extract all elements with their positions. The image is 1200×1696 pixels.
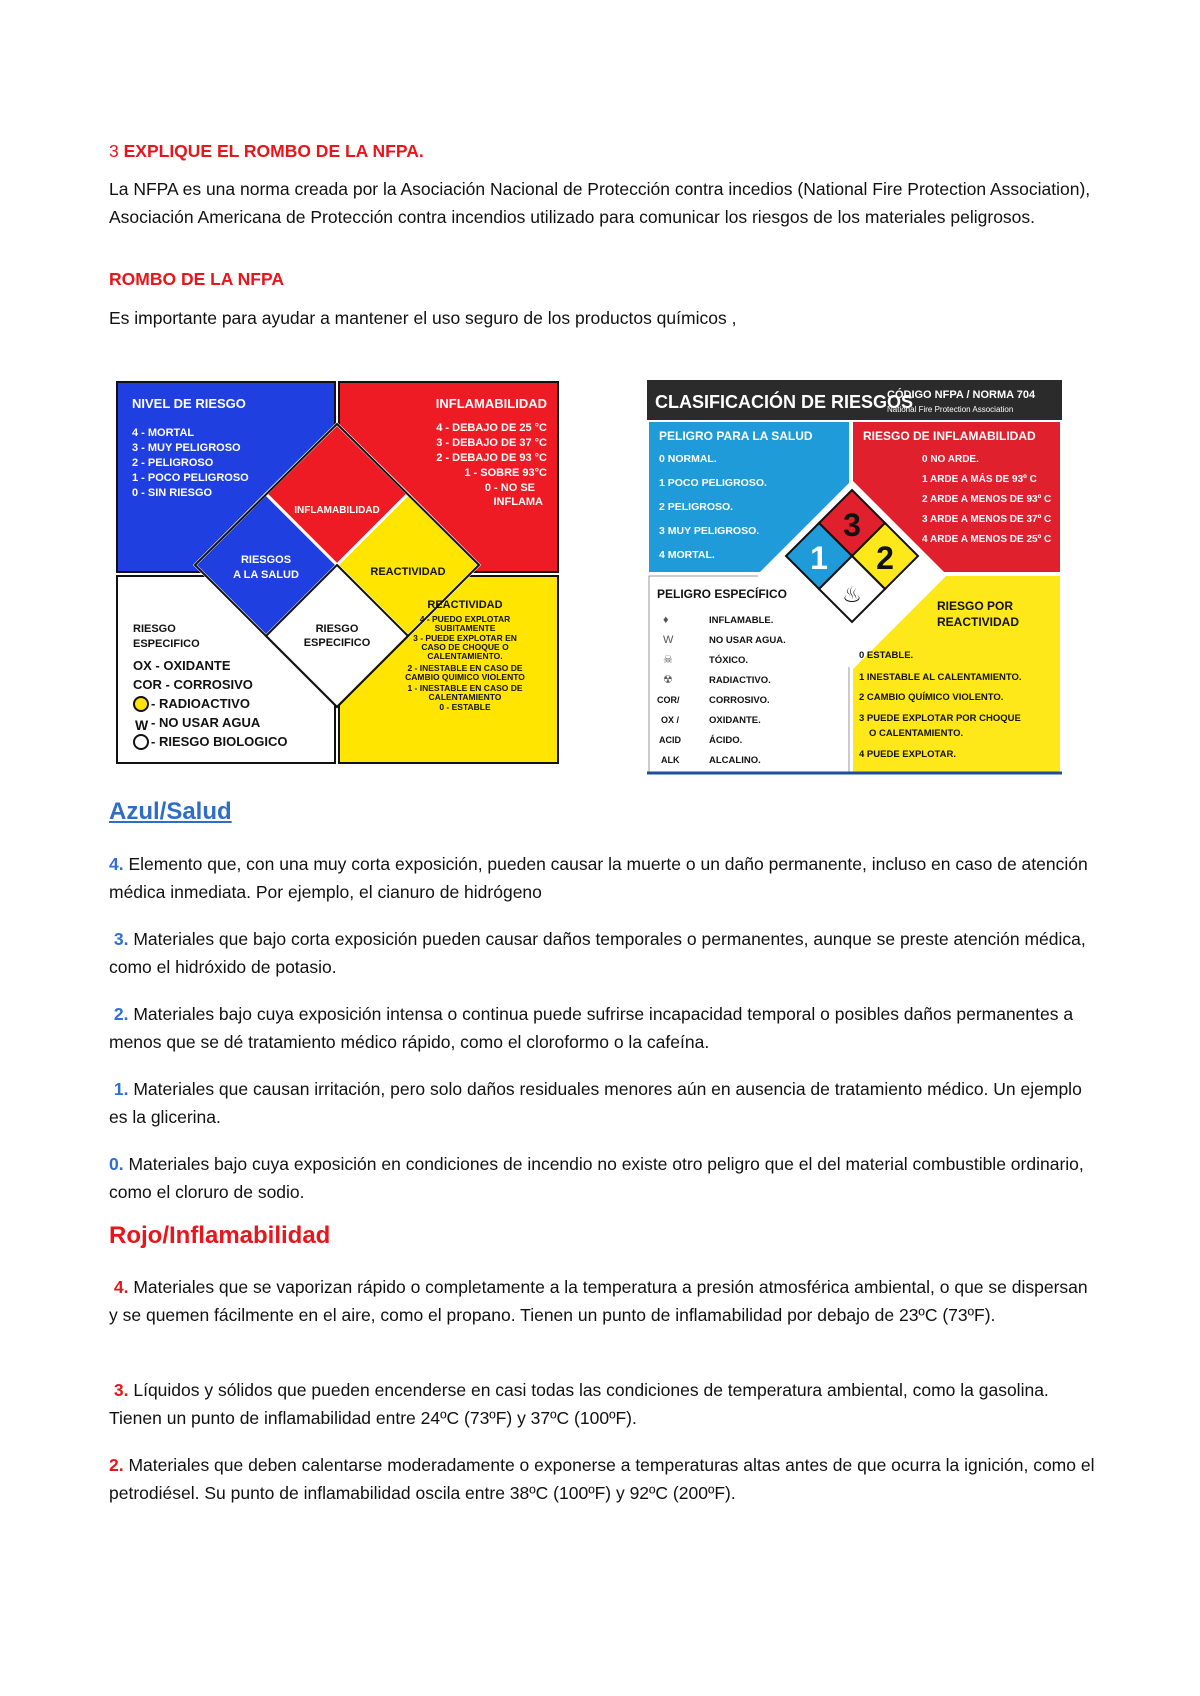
- react-title: RIESGO POR: [937, 599, 1014, 613]
- azul-item-4: [109, 850, 1099, 906]
- azul-item-3: [109, 925, 1099, 981]
- inflam-item: 1 - SOBRE 93°C: [464, 467, 547, 479]
- section-title: EXPLIQUE EL ROMBO DE LA NFPA.: [123, 141, 424, 161]
- esp-item: ÁCIDO.: [709, 735, 743, 746]
- nivel-title: NIVEL DE RIESGO: [132, 396, 246, 411]
- react-item: 1 - INESTABLE EN CASO DE: [407, 683, 523, 693]
- react-item: CASO DE CHOQUE O: [421, 642, 509, 652]
- nivel-item: 3 - MUY PELIGROSO: [132, 442, 241, 454]
- item-number: 4.: [113, 1277, 129, 1297]
- diamond-esp-label: ESPECIFICO: [303, 637, 371, 649]
- rojo-item-3: [109, 1376, 1099, 1432]
- salud-item: 3 MUY PELIGROSO.: [659, 525, 760, 537]
- item-number: 0.: [109, 1154, 124, 1174]
- inflam-item: 0 NO ARDE.: [922, 454, 979, 465]
- no-water-icon: W: [135, 717, 149, 733]
- esp-code: ALK: [661, 755, 680, 765]
- react-item: 0 - ESTABLE: [439, 702, 491, 712]
- nivel-item: 1 - POCO PELIGROSO: [132, 472, 249, 484]
- item-text: Líquidos y sólidos que pueden encenderse en casi todas las condiciones de temperatura ambiental, como la gasolina. Tienen un punto de inflamabilidad entre 24ºC (73ºF) y 37ºC (100ºF).: [109, 1380, 1049, 1428]
- react-item: 1 INESTABLE AL CALENTAMIENTO.: [859, 672, 1022, 683]
- rojo-item-2: [109, 1451, 1099, 1507]
- item-text: Materiales que causan irritación, pero solo daños residuales menores aún en ausencia de tratamiento médico. Un ejemplo es la glicerina.: [109, 1079, 1082, 1127]
- inflam-title: INFLAMABILIDAD: [435, 396, 547, 411]
- salud-item: 1 POCO PELIGROSO.: [659, 477, 767, 489]
- azul-item-0: [109, 1150, 1099, 1206]
- inflam-item: INFLAMA: [493, 496, 543, 508]
- flame-icon: ♨: [842, 582, 862, 607]
- react-item: 0 ESTABLE.: [859, 650, 914, 661]
- item-text: Materiales bajo cuya exposición en condiciones de incendio no existe otro peligro que el del material combustible ordinario, como el cloruro de sodio.: [109, 1154, 1084, 1202]
- item-number: 4.: [109, 854, 124, 874]
- inflam-item: 4 - DEBAJO DE 25 °C: [436, 422, 547, 434]
- item-number: 3.: [113, 929, 129, 949]
- react-item: 2 - INESTABLE EN CASO DE: [407, 663, 523, 673]
- item-text: Materiales bajo cuya exposición intensa o continua puede sufrirse incapacidad temporal o posibles daños permanentes a menos que se dé tratamiento médico rápido, como el cloroformo o la cafeína.: [109, 1004, 1074, 1052]
- salud-title: PELIGRO PARA LA SALUD: [659, 429, 813, 443]
- no-water-icon: W: [663, 634, 674, 646]
- heading-azul-salud: Azul/Salud: [109, 798, 232, 825]
- react-item: 2 CAMBIO QUÍMICO VIOLENTO.: [859, 692, 1004, 703]
- esp-item: NO USAR AGUA.: [709, 635, 786, 646]
- salud-item: 4 MORTAL.: [659, 549, 715, 561]
- inflam-item: 0 - NO SE: [484, 482, 535, 494]
- nfpa-figure-2: [647, 380, 1062, 775]
- esp-code: OX /: [661, 715, 680, 725]
- esp-code: COR/: [657, 695, 680, 705]
- esp-item: CORROSIVO.: [709, 695, 770, 706]
- esp-item: ALCALINO.: [709, 755, 761, 766]
- radioactive-icon: [134, 697, 148, 711]
- item-text: Materiales que bajo corta exposición pueden causar daños temporales o permanentes, aunque se preste atención médica, como el hidróxido de potasio.: [109, 929, 1086, 977]
- azul-item-1: [109, 1075, 1099, 1131]
- react-title: REACTIVIDAD: [937, 615, 1020, 629]
- inflam-item: 2 - DEBAJO DE 93 °C: [436, 452, 547, 464]
- esp-item: - NO USAR AGUA: [151, 715, 261, 730]
- salud-item: 2 PELIGROSO.: [659, 501, 734, 513]
- inflam-title: RIESGO DE INFLAMABILIDAD: [863, 429, 1036, 443]
- diamond-react-label: REACTIVIDAD: [370, 566, 446, 578]
- item-number: 1.: [113, 1079, 129, 1099]
- section-number: 3: [109, 141, 119, 161]
- item-number: 3.: [113, 1380, 129, 1400]
- radiation-icon: ☢: [663, 674, 673, 686]
- esp-title: ESPECIFICO: [133, 638, 200, 650]
- react-item: O CALENTAMIENTO.: [869, 728, 964, 739]
- esp-item: RADIACTIVO.: [709, 675, 771, 686]
- react-item: 4 - PUEDO EXPLOTAR: [419, 614, 511, 624]
- item-text: Elemento que, con una muy corta exposición, pueden causar la muerte o un daño permanente, incluso en caso de atención médica inmediata. Por ejemplo, el cianuro de hidrógeno: [109, 854, 1088, 902]
- azul-item-2: [109, 1000, 1099, 1056]
- react-item: 4 PUEDE EXPLOTAR.: [859, 749, 956, 760]
- esp-item: COR - CORROSIVO: [133, 677, 253, 692]
- inflam-item: 1 ARDE A MÁS DE 93º C: [922, 474, 1037, 485]
- intro-paragraph: La NFPA es una norma creada por la Asociación Nacional de Protección contra incedios (National Fire Protection Association), Asociación Americana de Protección contra incendios utilizado para comunicar los riesgos de los materiales peligrosos.: [109, 179, 1091, 227]
- diamond-blue-number: 1: [810, 540, 828, 576]
- salud-item: 0 NORMAL.: [659, 453, 717, 465]
- item-text: Materiales que se vaporizan rápido o completamente a la temperatura a presión atmosférica ambiental, o que se dispersan y se quemen fácilmente en el aire, como el propano. Tienen un punto de inflamabilidad por debajo de 23ºC (73ºF).: [109, 1277, 1088, 1325]
- flame-icon: ♦: [663, 614, 669, 626]
- diamond-red-number: 3: [843, 507, 861, 543]
- react-item: CALENTAMIENTO.: [427, 651, 503, 661]
- nivel-item: 0 - SIN RIESGO: [132, 487, 213, 499]
- inflam-item: 3 - DEBAJO DE 37 °C: [436, 437, 547, 449]
- inflam-item: 2 ARDE A MENOS DE 93º C: [922, 494, 1052, 505]
- section-3-heading: [109, 137, 1099, 165]
- rojo-item-4: [109, 1273, 1099, 1329]
- react-item: CAMBIO QUIMICO VIOLENTO: [405, 672, 525, 682]
- heading-rojo-inflamabilidad: Rojo/Inflamabilidad: [109, 1222, 331, 1249]
- esp-item: OXIDANTE.: [709, 715, 761, 726]
- esp-code: ACID: [659, 735, 681, 745]
- nivel-item: 2 - PELIGROSO: [132, 457, 214, 469]
- react-title: REACTIVIDAD: [427, 599, 503, 611]
- subintro-paragraph: Es importante para ayudar a mantener el uso seguro de los productos químicos ,: [109, 308, 737, 328]
- esp-item: TÓXICO.: [709, 655, 749, 666]
- nfpa-figure-1: [115, 380, 560, 765]
- esp-item: INFLAMABLE.: [709, 615, 774, 626]
- esp-item: - RADIOACTIVO: [151, 696, 250, 711]
- react-item: 3 - PUEDE EXPLOTAR EN: [413, 633, 517, 643]
- diamond-salud-label: A LA SALUD: [233, 569, 299, 581]
- react-item: 3 PUEDE EXPLOTAR POR CHOQUE: [859, 713, 1021, 724]
- fig2-title: CLASIFICACIÓN DE RIESGOS: [655, 392, 914, 412]
- item-text: Materiales que deben calentarse moderadamente o exponerse a temperaturas altas antes de que ocurra la ignición, como el petrodiésel. Su punto de inflamabilidad oscila entre 38ºC (100ºF) y 92ºC (200ºF).: [109, 1455, 1095, 1503]
- react-item: SUBITAMENTE: [434, 623, 496, 633]
- react-item: CALENTAMIENTO: [428, 692, 502, 702]
- item-number: 2.: [113, 1004, 129, 1024]
- diamond-esp-label: RIESGO: [315, 623, 359, 635]
- diamond-salud-label: RIESGOS: [240, 554, 292, 566]
- inflam-item: 3 ARDE A MENOS DE 37º C: [922, 514, 1052, 525]
- subtitle-rombo: ROMBO DE LA NFPA: [109, 269, 284, 289]
- esp-title: RIESGO: [133, 623, 176, 635]
- item-number: 2.: [109, 1455, 124, 1475]
- esp-item: OX - OXIDANTE: [133, 658, 231, 673]
- nivel-item: 4 - MORTAL: [132, 427, 195, 439]
- fig2-code: CÓDIGO NFPA / NORMA 704: [887, 389, 1036, 401]
- esp-item: - RIESGO BIOLOGICO: [151, 734, 288, 749]
- fig2-assoc: National Fire Protection Association: [887, 405, 1014, 414]
- diamond-yellow-number: 2: [876, 540, 894, 576]
- inflam-item: 4 ARDE A MENOS DE 25º C: [922, 534, 1052, 545]
- skull-icon: ☠: [663, 654, 673, 666]
- esp-title: PELIGRO ESPECÍFICO: [657, 587, 788, 601]
- diamond-inflam-label: INFLAMABILIDAD: [294, 505, 380, 516]
